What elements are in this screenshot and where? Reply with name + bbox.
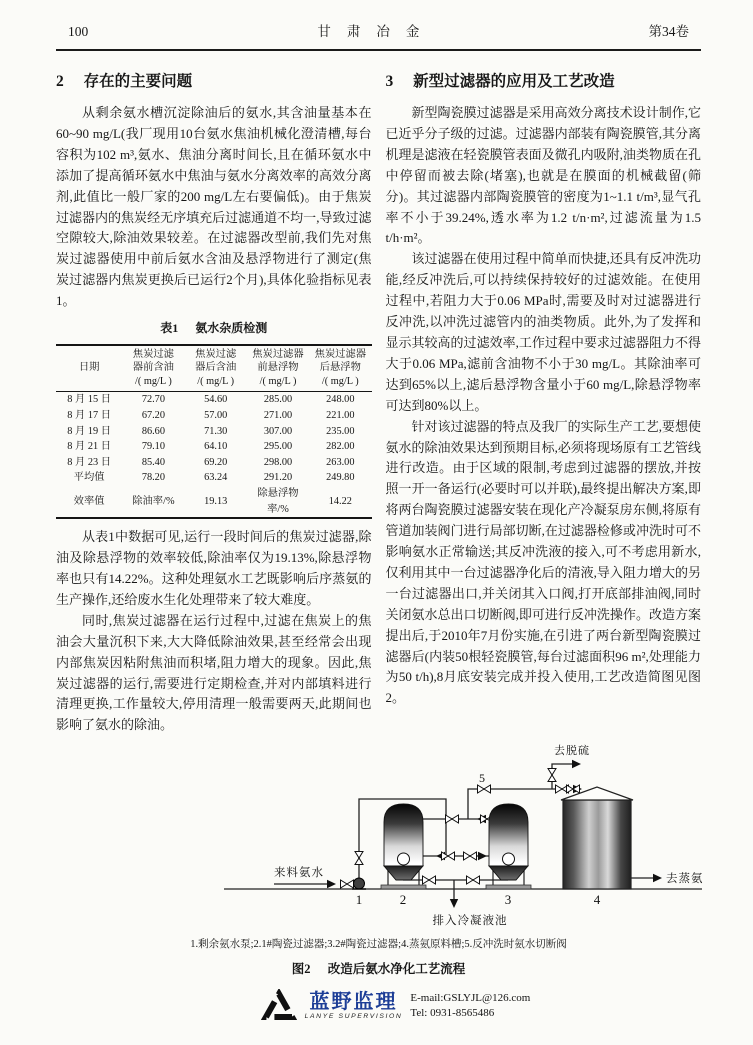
item-number-1: 1 bbox=[355, 892, 363, 908]
table-1 bbox=[56, 318, 372, 519]
figure-2-legend: 1.剩余氨水泵;2.1#陶瓷过滤器;3.2#陶瓷过滤器;4.蒸氨原料槽;5.反冲洗时氨水切断阀 bbox=[190, 939, 567, 951]
table-1-title bbox=[56, 318, 372, 339]
to-distillation-label: 去蒸氨 bbox=[666, 873, 704, 886]
figure-2-caption bbox=[56, 959, 701, 977]
section-3-paragraph: 该过滤器在使用过程中简单而快捷,还具有反冲洗功能,经反冲洗后,可以持续保持较好的过滤效能。在使用过程中,若阻力大于0.06 MPa时,需要及时对过滤器进行反冲洗,以冲洗过滤管内的油类物质。此外,为了发挥和显示其较高的过滤效率,工作过程中要求过滤器阻力不得大于0.06 MPa,滤前含油物不小于30 mg/L。其除油率可达到65%以上,滤后悬浮物含量小于60 mg/L,除悬浮物率可达到80%以上。 bbox=[385, 251, 701, 413]
page-number: 100 bbox=[68, 24, 89, 39]
table-1-label: 表1 bbox=[160, 321, 179, 336]
table-row: 8 月 19 日 86.60 71.30 307.00 235.00 bbox=[67, 425, 355, 437]
item-number-5: 5 bbox=[479, 771, 485, 786]
col-header-ss-before: 焦炭过滤器 前悬浮物 /( mg/L ) bbox=[252, 348, 304, 387]
col-header-oil-before: 焦炭过滤 器前含油 /( mg/L ) bbox=[132, 348, 174, 387]
item-number-4: 4 bbox=[593, 892, 601, 908]
section-2-number: 2 bbox=[56, 73, 64, 90]
tel-text: Tel: 0931-8565486 bbox=[410, 1007, 495, 1020]
col-header-date: 日期 bbox=[78, 362, 100, 374]
two-column-body bbox=[56, 65, 701, 736]
section-2-paragraph: 从表1中数据可见,运行一段时间后的焦炭过滤器,除油及除悬浮物的效率较低,除油率仅为19.13%,除悬浮物率也只有14.22%。这种处理氨水工艺既影响后序蒸氨的生产操作,还给废水生化处理带来了较大难度。 bbox=[56, 529, 372, 607]
journal-title: 甘肃冶金 bbox=[317, 24, 436, 39]
distillation-feed-tank-icon bbox=[561, 787, 633, 889]
section-3-number: 3 bbox=[385, 73, 394, 90]
contact-block bbox=[410, 991, 530, 1021]
table-row-average: 平均值 78.20 63.24 291.20 249.80 bbox=[73, 472, 355, 484]
volume-label: 第34卷 bbox=[648, 24, 689, 39]
table-row: 8 月 15 日 72.70 54.60 285.00 248.00 bbox=[67, 394, 355, 406]
figure-2-title: 改造后氨水净化工艺流程 bbox=[327, 962, 466, 977]
section-3-paragraph: 新型陶瓷膜过滤器是采用高效分离技术设计制作,它已近乎分子级的过滤。过滤器内部装有陶瓷膜管,其分离机理是滤液在轻瓷膜管表面及微孔内吸附,油类物质在孔中停留而被去除(堵塞),也就是在膜面的机械截留(筛分)。其过滤器内部陶瓷膜管的密度为1~1.1 t/m³,显气孔率不小于39.24%,透水率为1.2 t/n·m²,过滤流量为1.5 t/h·m²。 bbox=[385, 105, 701, 246]
ammonia-impurity-table bbox=[56, 344, 372, 519]
supervision-stamp bbox=[90, 989, 701, 1023]
running-head bbox=[56, 16, 701, 51]
section-2-paragraph: 同时,焦炭过滤器在运行过程中,过滤在焦炭上的焦油会大量沉积下来,大大降低除油效果,甚至经常会出现内部焦炭因粘附焦油而积堵,阻力增大的现象。因此,焦炭过滤器的运行,需要进行定期检查,并对内部填料进行清理更换,工作量较大,停用清理一般需要两天,此期间也影响了氨水的除油。 bbox=[56, 612, 372, 733]
item-number-3: 3 bbox=[504, 892, 512, 908]
table-header-row bbox=[56, 345, 372, 392]
table-row: 8 月 21 日 79.10 64.10 295.00 282.00 bbox=[67, 441, 355, 453]
feed-label: 来料氨水 bbox=[274, 867, 324, 880]
figure-2 bbox=[56, 742, 704, 977]
col-header-oil-after: 焦炭过滤 器后含油 /( mg/L ) bbox=[195, 348, 237, 387]
section-2-paragraph: 从剩余氨水槽沉淀除油后的氨水,其含油量基本在60~90 mg/L(我厂现用10台氨水焦油机械化澄清槽,每台容积为102 m³,氨水、焦油分离时间长,且在循环氨水中添加了提高循环氨水中焦油与氨水分离效率的高效分离剂,此值比一般厂家的200 mg/L左右要偏低)。由于焦炭过滤器内的焦炭经无序填充后过滤通道不均一,导致过滤空隙较大,除油效果较差。在过滤器改型前,我们先对焦炭过滤器使用中前后氨水含油及悬浮物进行了测定(焦炭过滤器内焦炭更换后已运行2个月),具体化验指标见表1。 bbox=[56, 105, 372, 309]
process-flow-diagram bbox=[96, 742, 753, 932]
col-header-ss-after: 焦炭过滤器 后悬浮物 /( mg/L ) bbox=[314, 348, 367, 387]
section-2-title: 存在的主要问题 bbox=[83, 73, 193, 90]
to-desulfurization-label: 去脱硫 bbox=[554, 745, 590, 758]
table-row: 8 月 17 日 67.20 57.00 271.00 221.00 bbox=[67, 410, 355, 422]
brand-name: 蓝野监理 bbox=[309, 990, 398, 1013]
brand-name-en: LANYE SUPERVISION bbox=[304, 1012, 403, 1020]
to-condensate-label: 排入冷凝液池 bbox=[432, 915, 508, 928]
table-1-name: 氨水杂质检测 bbox=[195, 321, 268, 336]
email-text: E-mail:GSLYJL@126.com bbox=[410, 992, 531, 1005]
ammonia-pump-icon bbox=[352, 878, 366, 889]
section-3-paragraph: 针对该过滤器的特点及我厂的实际生产工艺,要想使氨水的除油效果达到预期目标,必须将现场原有工艺管线进行改造。由于区域的限制,考虑到过滤器的摆放,并按照一开一备运行(必要时可以并联),最终提出解决方案,即将两台陶瓷膜过滤器安装在现化产冷凝泵房东侧,将原有管道加装阀门进行局部切断,在过滤器检修或冲洗时可不影响氨水正常输送;其反冲洗液的接入,可不考虑用新水,仅利用其中一台过滤器净化后的清液,导入阻力增大的另一台过滤器出口,并关闭其入口阀,打开底部排油阀,同时关闭氨水总出口切断阀,即可进行反冲洗操作。改造方案提出后,于2010年7月份实施,在引进了两台新型陶瓷膜过滤器后(内装50根轻瓷膜管,每台过滤面积96 m²,处理能力为50 t/h),8月底安装完成并投入使用,工艺改造简图见图2。 bbox=[385, 418, 701, 706]
table-row-efficiency: 效率值 除油率/% 19.13 除悬浮物率/% 14.22 bbox=[73, 488, 352, 515]
section-2-heading bbox=[56, 71, 372, 93]
section-3-heading bbox=[386, 71, 702, 93]
section-3-title: 新型过滤器的应用及工艺改造 bbox=[413, 73, 615, 90]
lanye-logo-icon bbox=[261, 989, 297, 1023]
table-row: 8 月 23 日 85.40 69.20 298.00 263.00 bbox=[67, 456, 355, 468]
left-column bbox=[56, 65, 372, 736]
item-number-2: 2 bbox=[399, 892, 407, 908]
brand-block bbox=[305, 992, 403, 1021]
valve-icons bbox=[341, 769, 580, 889]
figure-2-label: 图2 bbox=[291, 962, 311, 977]
ceramic-filter-1-icon bbox=[381, 804, 426, 889]
right-column bbox=[386, 65, 702, 736]
ceramic-filter-2-icon bbox=[486, 804, 531, 889]
